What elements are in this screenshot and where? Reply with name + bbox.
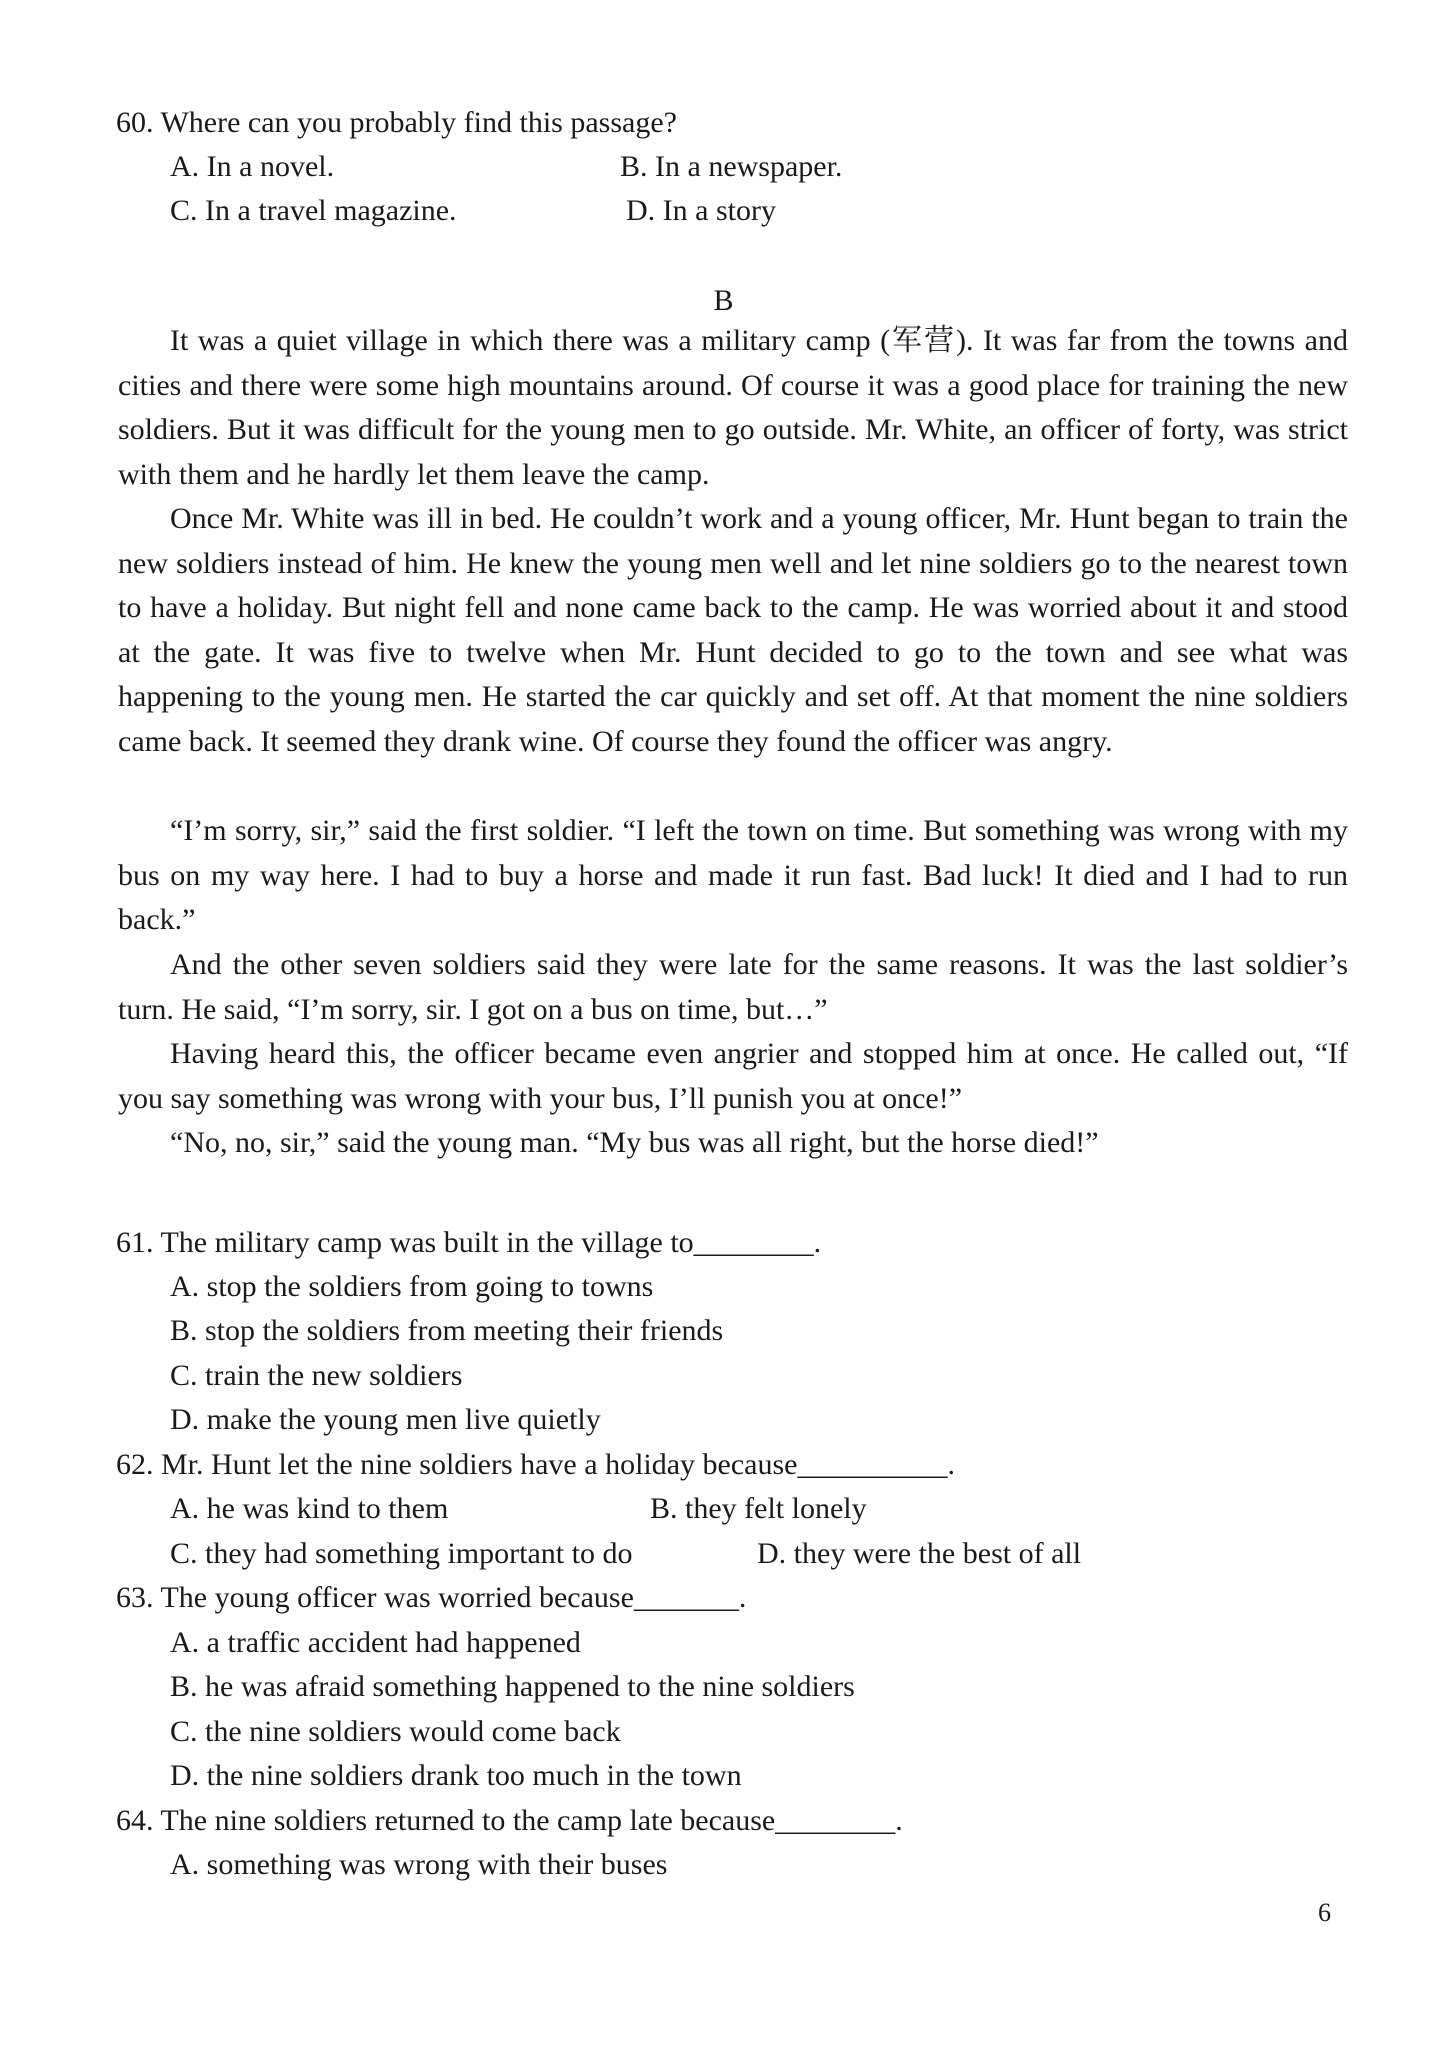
q60-stem: 60. Where can you probably find this passage? <box>116 106 677 139</box>
q63-option-a: A. a traffic accident had happened <box>170 1626 581 1659</box>
q60-option-b: B. In a newspaper. <box>620 150 843 183</box>
q60-option-d: D. In a story <box>626 194 776 227</box>
q63-option-d: D. the nine soldiers drank too much in the town <box>170 1759 742 1792</box>
q62-option-a: A. he was kind to them <box>170 1492 449 1525</box>
q61-option-b: B. stop the soldiers from meeting their friends <box>170 1314 724 1347</box>
q63-option-b: B. he was afraid something happened to the nine soldiers <box>170 1670 855 1703</box>
passage-paragraph-5: Having heard this, the officer became even angrier and stopped him at once. He called out, “If you say something was wrong with your bus, I’ll punish you at once!” <box>118 1037 1348 1115</box>
passage-paragraph-2: Once Mr. White was ill in bed. He couldn’t work and a young officer, Mr. Hunt began to train the new soldiers instead of him. He knew the young men well and let nine soldiers go to the nearest town to have a holiday. But night fell and none came back to the camp. He was worried about it and stood at the gate. It was five to twelve when Mr. Hunt decided to go to the town and see what was happening to the young men. He started the car quickly and set off. At that moment the nine soldiers came back. It seemed they drank wine. Of course they found the officer was angry. <box>118 502 1348 758</box>
q62-option-c: C. they had something important to do <box>170 1537 633 1570</box>
q61-stem: 61. The military camp was built in the village to________. <box>116 1226 822 1259</box>
section-letter: B <box>713 284 734 317</box>
q63-stem: 63. The young officer was worried because_______. <box>116 1581 747 1614</box>
q60-option-a: A. In a novel. <box>170 150 335 183</box>
passage-paragraph-3: “I’m sorry, sir,” said the first soldier. “I left the town on time. But something was wrong with my bus on my way here. I had to buy a horse and made it run fast. Bad luck! It died and I had to run back.” <box>118 814 1348 937</box>
q61-option-c: C. train the new soldiers <box>170 1359 463 1392</box>
passage-paragraph-6: “No, no, sir,” said the young man. “My bus was all right, but the horse died!” <box>170 1126 1099 1159</box>
q62-option-d: D. they were the best of all <box>757 1537 1082 1570</box>
q62-option-b: B. they felt lonely <box>650 1492 867 1525</box>
q62-stem: 62. Mr. Hunt let the nine soldiers have a holiday because__________. <box>116 1448 955 1481</box>
q61-option-d: D. make the young men live quietly <box>170 1403 601 1436</box>
passage-paragraph-1: It was a quiet village in which there was a military camp (军营). It was far from the towns and cities and there were some high mountains around. Of course it was a good place for training the new soldiers. But it was difficult for the young men to go outside. Mr. White, an officer of forty, was strict with them and he hardly let them leave the camp. <box>118 324 1348 491</box>
page-number: 6 <box>1318 1898 1331 1927</box>
q64-option-a: A. something was wrong with their buses <box>170 1848 668 1881</box>
q64-stem: 64. The nine soldiers returned to the camp late because________. <box>116 1804 903 1837</box>
q63-option-c: C. the nine soldiers would come back <box>170 1715 621 1748</box>
q61-option-a: A. stop the soldiers from going to towns <box>170 1270 654 1303</box>
passage-paragraph-4: And the other seven soldiers said they were late for the same reasons. It was the last soldier’s turn. He said, “I’m sorry, sir. I got on a bus on time, but…” <box>118 948 1348 1026</box>
q60-option-c: C. In a travel magazine. <box>170 194 457 227</box>
